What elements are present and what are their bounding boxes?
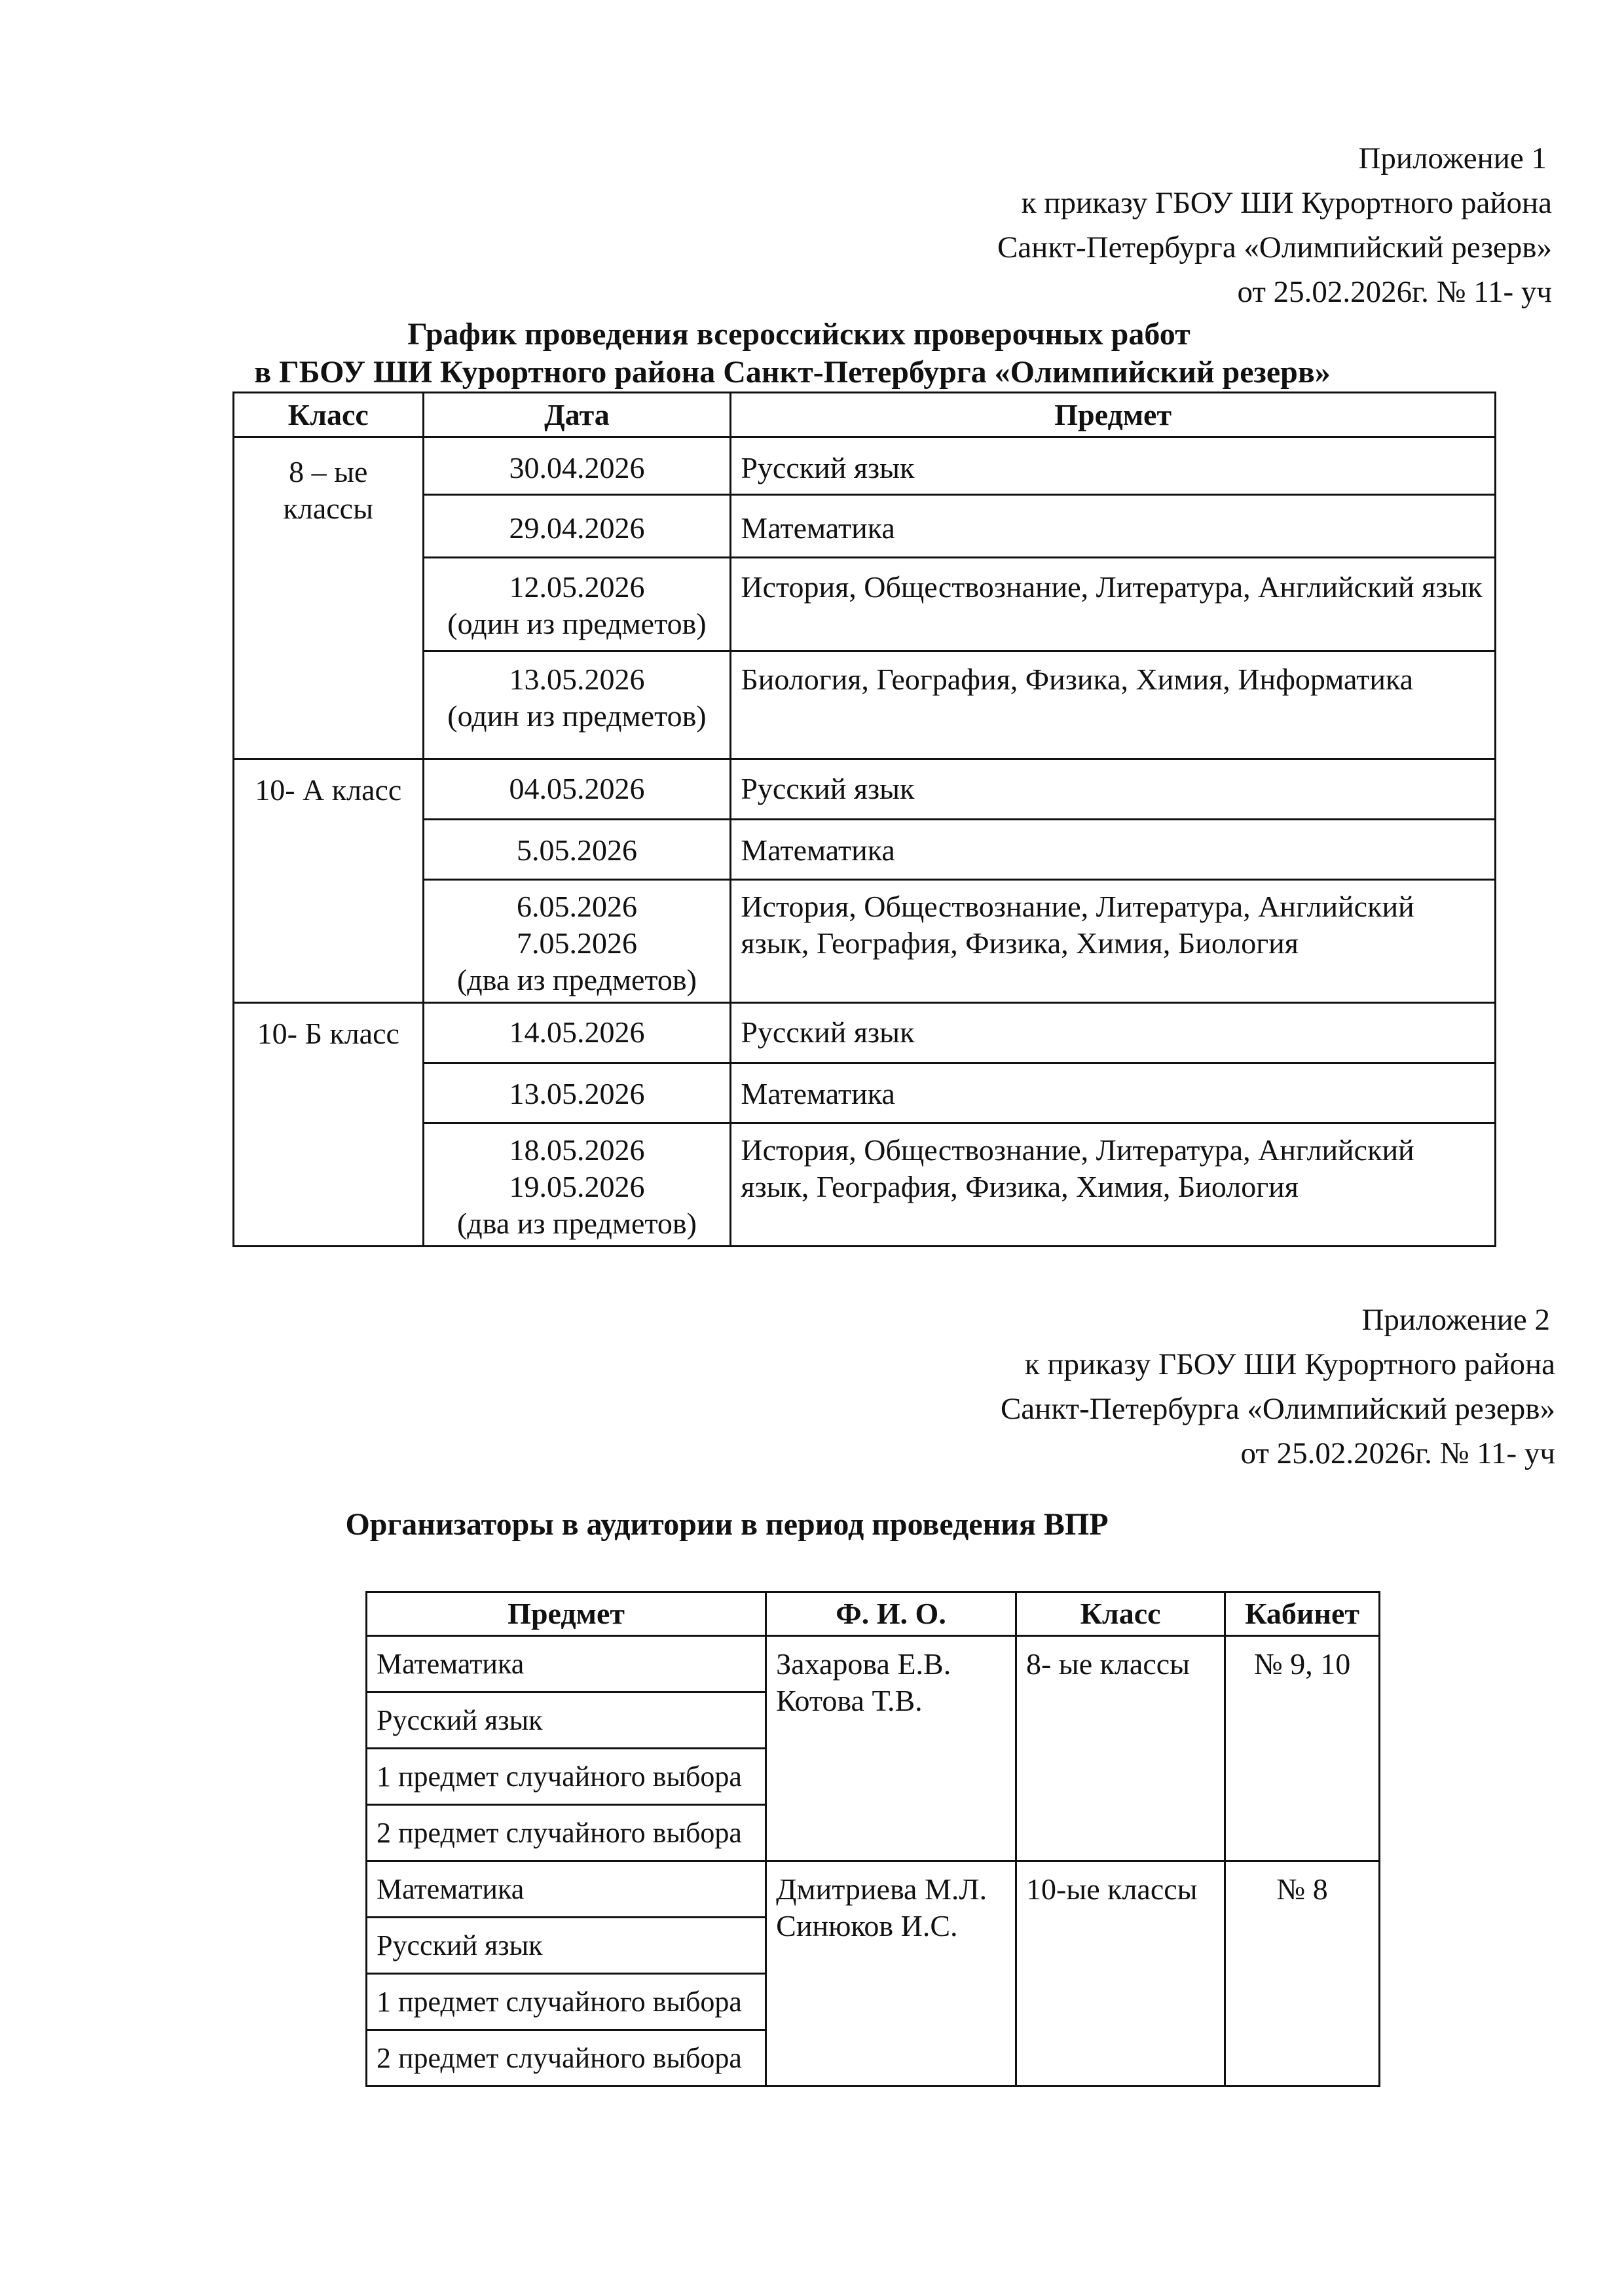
schedule-row — [234, 495, 1496, 558]
subject-cell: История, Обществознание, Литература, Английский язык, География, Физика, Химия, Биология — [731, 880, 1496, 1003]
header-class: Класс — [1016, 1592, 1225, 1636]
date-cell — [423, 1123, 731, 1247]
room-cell: № 8 — [1225, 1861, 1380, 2086]
schedule-row — [234, 1123, 1496, 1247]
class-cell: 8- ые классы — [1016, 1636, 1225, 1861]
date-cell — [423, 558, 731, 651]
schedule-row — [234, 1003, 1496, 1063]
organizer-name: Синюков И.С. — [776, 1909, 958, 1942]
date-text: 6.05.2026 — [516, 890, 637, 923]
date-text: 18.05.2026 — [509, 1133, 645, 1167]
header-date: Дата — [423, 393, 731, 437]
schedule-row — [234, 820, 1496, 880]
schedule-row — [234, 1063, 1496, 1123]
header-class: Класс — [234, 393, 424, 437]
subject-cell: Русский язык — [731, 759, 1496, 820]
appendix2-org: Санкт-Петербурга «Олимпийский резерв» — [1000, 1392, 1555, 1426]
subject-cell: Математика — [367, 1861, 766, 1918]
organizer-name: Захарова Е.В. — [776, 1647, 951, 1681]
class-label: 10- А класс — [255, 773, 402, 807]
class-cell: 10-ые классы — [1016, 1861, 1225, 2086]
appendix2-number: Приложение 2 — [1361, 1303, 1550, 1337]
class-label: классы — [283, 492, 374, 525]
date-cell — [423, 880, 731, 1003]
class-label: 8 – ые — [289, 455, 368, 488]
room-cell: № 9, 10 — [1225, 1636, 1380, 1861]
organizers-row — [367, 1861, 1380, 1918]
date-cell — [423, 437, 731, 495]
date-text: 30.04.2026 — [509, 451, 645, 484]
schedule-header-row — [234, 393, 1496, 437]
subject-cell: Математика — [731, 1063, 1496, 1123]
date-note: (один из предметов) — [447, 607, 707, 640]
subject-cell: Русский язык — [367, 1918, 766, 1974]
subject-cell: Биология, География, Физика, Химия, Информатика — [731, 651, 1496, 759]
subject-cell: Русский язык — [367, 1692, 766, 1749]
subject-cell: 1 предмет случайного выбора — [367, 1974, 766, 2030]
subject-cell: 2 предмет случайного выбора — [367, 1805, 766, 1861]
date-text: 04.05.2026 — [509, 772, 645, 805]
organizers-table — [365, 1591, 1380, 2087]
date-text: 13.05.2026 — [509, 1077, 645, 1110]
appendix2-date: от 25.02.2026г. № 11- уч — [1240, 1436, 1555, 1470]
subject-cell: Математика — [367, 1636, 766, 1692]
appendix1-number: Приложение 1 — [1358, 141, 1547, 175]
schedule-row — [234, 880, 1496, 1003]
date-text: 13.05.2026 — [509, 663, 645, 696]
subject-cell: Русский язык — [731, 437, 1496, 495]
date-text: 29.04.2026 — [509, 511, 645, 545]
appendix1-header — [997, 136, 1552, 314]
fio-cell — [766, 1636, 1016, 1861]
appendix1-date: от 25.02.2026г. № 11- уч — [1237, 275, 1552, 309]
date-cell — [423, 759, 731, 820]
fio-cell — [766, 1861, 1016, 2086]
date-text: 12.05.2026 — [509, 570, 645, 604]
appendix1-order-ref: к приказу ГБОУ ШИ Курортного района — [1021, 186, 1552, 220]
date-cell — [423, 820, 731, 880]
date-cell — [423, 1063, 731, 1123]
organizers-header-row — [367, 1592, 1380, 1636]
date-text: 7.05.2026 — [516, 926, 637, 960]
class-cell — [234, 1003, 424, 1247]
organizers-row — [367, 1636, 1380, 1692]
header-subject: Предмет — [731, 393, 1496, 437]
date-cell — [423, 495, 731, 558]
organizer-name: Дмитриева М.Л. — [776, 1872, 987, 1906]
class-label: 10- Б класс — [257, 1017, 399, 1050]
subject-cell: Математика — [731, 495, 1496, 558]
header-subject: Предмет — [367, 1592, 766, 1636]
subject-cell: Математика — [731, 820, 1496, 880]
subject-cell: История, Обществознание, Литература, Английский язык, География, Физика, Химия, Биология — [731, 1123, 1496, 1247]
subject-cell: 2 предмет случайного выбора — [367, 2030, 766, 2086]
date-note: (два из предметов) — [456, 963, 697, 996]
schedule-row — [234, 558, 1496, 651]
schedule-row — [234, 651, 1496, 759]
date-text: 5.05.2026 — [516, 833, 637, 867]
subject-cell: История, Обществознание, Литература, Английский язык — [731, 558, 1496, 651]
schedule-table — [232, 392, 1496, 1247]
subject-cell: 1 предмет случайного выбора — [367, 1749, 766, 1805]
appendix2-order-ref: к приказу ГБОУ ШИ Курортного района — [1024, 1347, 1555, 1381]
appendix1-org: Санкт-Петербурга «Олимпийский резерв» — [997, 230, 1552, 264]
schedule-title-line1: График проведения всероссийских проверочных работ — [407, 317, 1190, 352]
date-text: 19.05.2026 — [509, 1170, 645, 1203]
date-cell — [423, 1003, 731, 1063]
schedule-title — [0, 316, 1624, 392]
appendix2-header — [1001, 1298, 1555, 1476]
schedule-title-line2: в ГБОУ ШИ Курортного района Санкт-Петербурга «Олимпийский резерв» — [254, 355, 1331, 390]
class-cell — [234, 437, 424, 759]
organizer-name: Котова Т.В. — [776, 1684, 923, 1717]
subject-cell: Русский язык — [731, 1003, 1496, 1063]
header-fio: Ф. И. О. — [766, 1592, 1016, 1636]
organizers-title: Организаторы в аудитории в период проведения ВПР — [345, 1507, 1109, 1542]
class-cell — [234, 759, 424, 1003]
schedule-row — [234, 759, 1496, 820]
date-note: (два из предметов) — [456, 1207, 697, 1240]
schedule-row — [234, 437, 1496, 495]
date-note: (один из предметов) — [447, 699, 707, 733]
header-room: Кабинет — [1225, 1592, 1380, 1636]
date-text: 14.05.2026 — [509, 1015, 645, 1049]
date-cell — [423, 651, 731, 759]
